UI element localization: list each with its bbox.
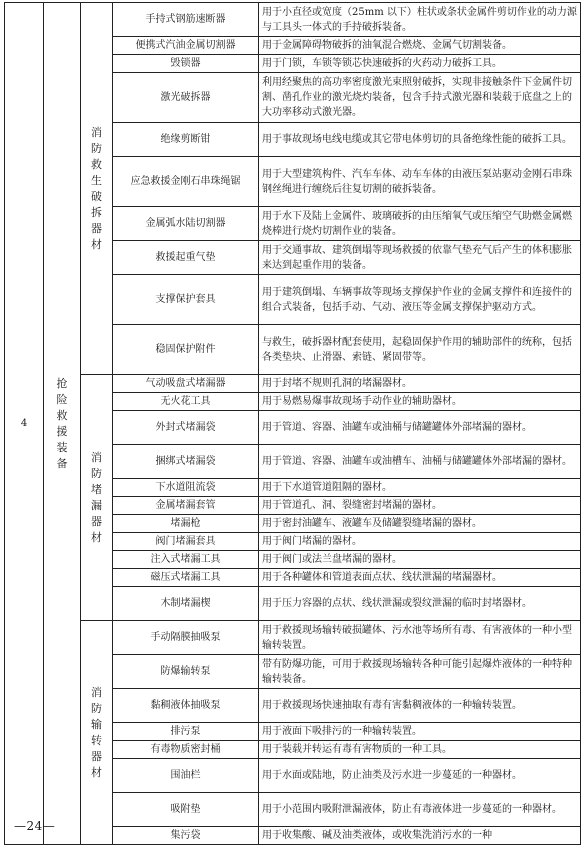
equipment-name-cell: 救援起重气垫 [113,241,259,275]
equipment-description-cell: 用于金属障碍物破拆的油氧混合燃烧、金属气切割装备。 [259,37,581,55]
equipment-name-cell: 有毒物质密封桶 [113,741,259,759]
equipment-name-cell: 黏稠液体抽吸泵 [113,689,259,723]
equipment-name-cell: 捆绑式堵漏袋 [113,445,259,479]
equipment-description-cell: 用于大型建筑构件、汽车车体、动车车体的由液压泵站驱动金刚石串珠钢丝绳进行缠绕后往复切割的破拆装备。 [259,157,581,207]
equipment-table [4,2,581,845]
equipment-description-cell: 用于小直径或宽度（25mm 以下）柱状或条状金属件剪切作业的动力源与工具头一体式的手持破拆装备。 [259,3,581,37]
equipment-name-cell: 便携式汽油金属切割器 [113,37,259,55]
equipment-name-cell: 堵漏枪 [113,515,259,533]
subcategory-cell-text: 消防堵漏器材 [91,450,102,544]
equipment-name-cell: 金属堵漏套管 [113,497,259,515]
category-cell [44,3,81,845]
equipment-name-cell: 稳固保护附件 [113,325,259,375]
equipment-description-cell: 用于下水道管道阻隔的器材。 [259,479,581,497]
equipment-description-cell: 用于液面下吸排污的一种输转装置。 [259,723,581,741]
subcategory-cell [81,375,113,621]
equipment-name-cell: 排污泵 [113,723,259,741]
page-number: —24— [14,819,56,833]
equipment-description-cell: 利用经聚焦的高功率密度激光束照射破拆，实现非接触条件下金属件切割、凿孔作业的激光烧灼装备，包含手持式激光器和装载于底盘之上的大功率移动式激光器。 [259,73,581,123]
equipment-table-body [5,3,581,845]
equipment-description-cell: 用于阀门堵漏的器材。 [259,533,581,551]
equipment-description-cell: 用于封堵不规则孔洞的堵漏器材。 [259,375,581,393]
equipment-description-cell: 用于小范围内吸附泄漏液体，防止有毒液体进一步蔓延的一种器材。 [259,793,581,827]
equipment-name-cell: 磁压式堵漏工具 [113,569,259,587]
table-row [5,3,581,37]
equipment-name-cell: 吸附垫 [113,793,259,827]
equipment-name-cell: 手动隔膜抽吸泵 [113,621,259,655]
equipment-description-cell: 用于压力容器的点状、线状泄漏或裂纹泄漏的临时封堵器材。 [259,587,581,621]
equipment-description-cell: 用于装载并转运有毒有害物质的一种工具。 [259,741,581,759]
equipment-name-cell: 毁锁器 [113,55,259,73]
equipment-description-cell: 带有防爆功能，可用于救援现场输转各种可能引起爆炸液体的一种特种输转装备。 [259,655,581,689]
equipment-description-cell: 用于救援现场输转破损罐体、污水池等场所有毒、有害液体的一种小型输转装置。 [259,621,581,655]
equipment-name-cell: 围油栏 [113,759,259,793]
equipment-description-cell: 用于水下及陆上金属件、玻璃破拆的由压缩氧气或压缩空气助燃金属燃烧棒进行烧灼切割作业的装备。 [259,207,581,241]
equipment-name-cell: 注入式堵漏工具 [113,551,259,569]
equipment-description-cell: 与救生，破拆器材配套使用，起稳固保护作用的辅助部件的统称，包括各类垫块、止滑器、索链、紧固带等。 [259,325,581,375]
equipment-description-cell: 用于各种罐体和管道表面点状、线状泄漏的堵漏器材。 [259,569,581,587]
equipment-name-cell: 绝缘剪断钳 [113,123,259,157]
equipment-description-cell: 用于门锁，车锁等锁芯快速破拆的火药动力破拆工具。 [259,55,581,73]
equipment-description-cell: 用于救援现场快速抽取有毒有害黏稠液体的一种输转装置。 [259,689,581,723]
subcategory-cell [81,621,113,845]
table-row [5,621,581,655]
equipment-name-cell: 集污袋 [113,827,259,845]
equipment-description-cell: 用于水面或陆地，防止油类及污水进一步蔓延的一种器材。 [259,759,581,793]
equipment-name-cell: 气动吸盘式堵漏器 [113,375,259,393]
equipment-name-cell: 激光破拆器 [113,73,259,123]
table-row [5,375,581,393]
item-number-cell: 4 [5,3,44,845]
equipment-name-cell: 阀门堵漏套具 [113,533,259,551]
subcategory-cell [81,3,113,375]
equipment-name-cell: 下水道阻流袋 [113,479,259,497]
equipment-description-cell: 用于收集酸、碱及油类液体，或收集洗消污水的一种 [259,827,581,845]
equipment-description-cell: 用于建筑倒塌、车辆事故等现场支撑保护作业的金属支撑件和连接件的组合式装备，包括手动、气动、液压等金属支撑保护驱动方式。 [259,275,581,325]
equipment-name-cell: 外封式堵漏袋 [113,411,259,445]
equipment-name-cell: 应急救援金刚石串珠绳锯 [113,157,259,207]
equipment-description-cell: 用于密封油罐车、液罐车及储罐裂缝堵漏的器材。 [259,515,581,533]
equipment-description-cell: 用于事故现场电线电缆或其它带电体剪切的具备绝缘性能的破拆工具。 [259,123,581,157]
equipment-name-cell: 木制堵漏楔 [113,587,259,621]
equipment-description-cell: 用于易燃易爆事故现场手动作业的辅助器材。 [259,393,581,411]
equipment-name-cell: 手持式钢筋速断器 [113,3,259,37]
equipment-description-cell: 用于交通事故、建筑倒塌等现场救援的依靠气垫充气后产生的体积膨胀来达到起重作用的装备。 [259,241,581,275]
equipment-name-cell: 支撑保护套具 [113,275,259,325]
equipment-description-cell: 用于管道孔、洞、裂缝密封堵漏的器材。 [259,497,581,515]
equipment-description-cell: 用于管道、容器、油罐车或油桶与储罐罐体外部堵漏的器材。 [259,411,581,445]
subcategory-cell-text: 消防救生破拆器材 [91,125,102,251]
subcategory-cell-text: 消防输转器材 [91,685,102,779]
category-cell-text: 抢险救援装备 [56,376,68,470]
equipment-description-cell: 用于管道、容器、油罐车或油槽车、油桶与储罐罐体外部堵漏的器材。 [259,445,581,479]
equipment-description-cell: 用于阀门或法兰盘堵漏的器材。 [259,551,581,569]
equipment-name-cell: 防爆输转泵 [113,655,259,689]
equipment-name-cell: 金属弧水陆切割器 [113,207,259,241]
equipment-name-cell: 无火花工具 [113,393,259,411]
